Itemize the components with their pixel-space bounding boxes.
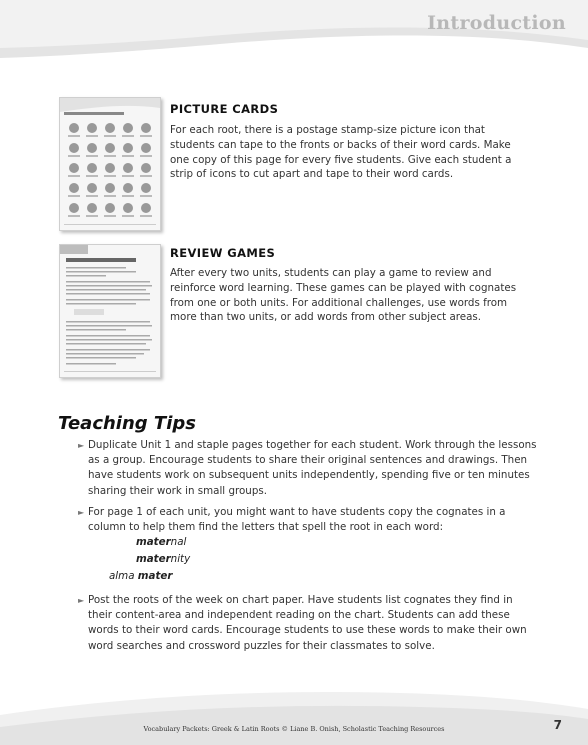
- triangle-bullet-icon: ►: [78, 441, 85, 450]
- triangle-bullet-icon: ►: [78, 508, 85, 517]
- tip-item: [78, 505, 538, 535]
- triangle-bullet-icon: ►: [78, 596, 85, 605]
- review-games-heading: REVIEW GAMES: [170, 246, 276, 260]
- tip-text: Duplicate Unit 1 and staple pages together for each student. Work through the lessons as a group. Encourage students to share their original sentences and drawings. Then have students work on subsequent units independently, spending five or ten minutes sharing their work in small groups.: [88, 439, 537, 497]
- tip-item: [78, 593, 538, 654]
- teaching-tips-heading: Teaching Tips: [58, 413, 196, 434]
- review-games-body: After every two units, students can play a game to review and reinforce word learning. These games can be played with cognates from one or both units. For additional challenges, use words from more than two units, or add words from other subject areas.: [170, 267, 517, 324]
- picture-cards-heading: PICTURE CARDS: [170, 102, 279, 116]
- cognate-root: mater: [137, 570, 173, 582]
- cognate-example: maternal: [136, 536, 187, 548]
- footer-swoosh: [0, 675, 588, 745]
- tip-item: [78, 438, 538, 499]
- page-number: 7: [553, 718, 562, 732]
- tip-text: Post the roots of the week on chart paper. Have students list cognates they find in their content-area and independent reading on the chart. Students can add these words to their word cards. Encourage students to use these words to make their own word searches and crossword puzzles for their classmates to solve.: [88, 594, 527, 652]
- cognate-root: mater: [136, 553, 171, 565]
- cognate-example: maternity: [136, 553, 191, 565]
- review-games-preview: [60, 245, 160, 377]
- picture-cards-thumbnail: [59, 97, 161, 231]
- picture-cards-body: For each root, there is a postage stamp-size picture icon that students can tape to the fronts or backs of their word cards. Make one copy of this page for every five students. Give each student a strip of icons to cut apart and tape to their word cards.: [170, 124, 512, 181]
- cognate-root: mater: [136, 536, 171, 548]
- review-games-thumbnail: [59, 244, 161, 378]
- page-header-title: Introduction: [427, 12, 566, 34]
- picture-cards-preview: [60, 98, 160, 230]
- tip-text: For page 1 of each unit, you might want to have students copy the cognates in a column to help them find the letters that spell the root in each word:: [88, 506, 506, 534]
- footer-credit: Vocabulary Packets: Greek & Latin Roots © Liane B. Onish, Scholastic Teaching Resources: [143, 725, 445, 733]
- cognate-example: alma mater: [109, 570, 173, 582]
